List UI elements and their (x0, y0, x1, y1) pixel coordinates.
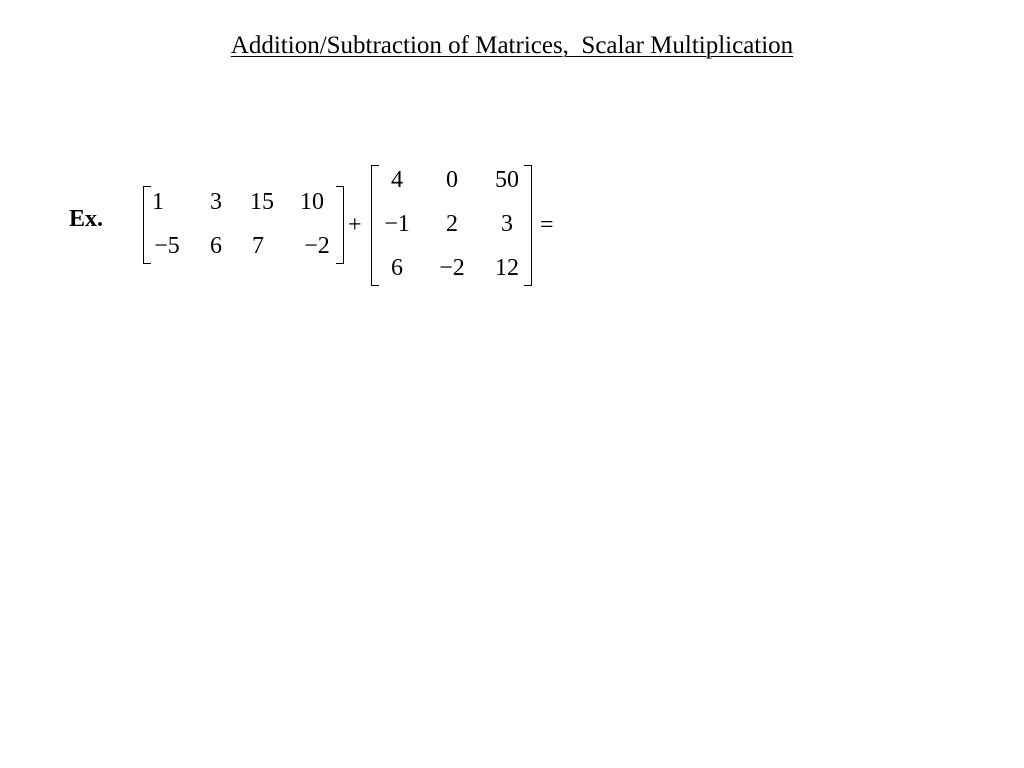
matrix-b-cell: 4 (391, 167, 403, 193)
example-label: Ex. (69, 206, 104, 232)
matrix-b-cell: −1 (384, 211, 410, 237)
matrix-b-cell: 3 (501, 211, 513, 237)
matrix-a-cell: 7 (252, 233, 264, 259)
matrix-b-cell: 12 (495, 255, 519, 281)
matrix-a-cell: 15 (250, 189, 274, 215)
matrix-a-cell: 3 (210, 189, 222, 215)
matrix-a-right-bracket (336, 186, 344, 264)
matrix-b-right-bracket (524, 165, 532, 286)
matrix-b-cell: 6 (391, 255, 403, 281)
equals-operator: = (540, 212, 554, 238)
matrix-a-cell: 6 (210, 233, 222, 259)
matrix-b-cell: 2 (446, 211, 458, 237)
matrix-b-cell: 0 (446, 167, 458, 193)
slide-title: Addition/Subtraction of Matrices, Scalar Multiplication (230, 32, 794, 59)
plus-operator: + (348, 212, 362, 238)
matrix-b-cell: −2 (439, 255, 465, 281)
matrix-a-cell: 10 (300, 189, 324, 215)
matrix-a-cell: −2 (304, 233, 330, 259)
matrix-a-cell: −5 (154, 233, 180, 259)
matrix-b-cell: 50 (495, 167, 519, 193)
matrix-a-cell: 1 (152, 189, 164, 215)
